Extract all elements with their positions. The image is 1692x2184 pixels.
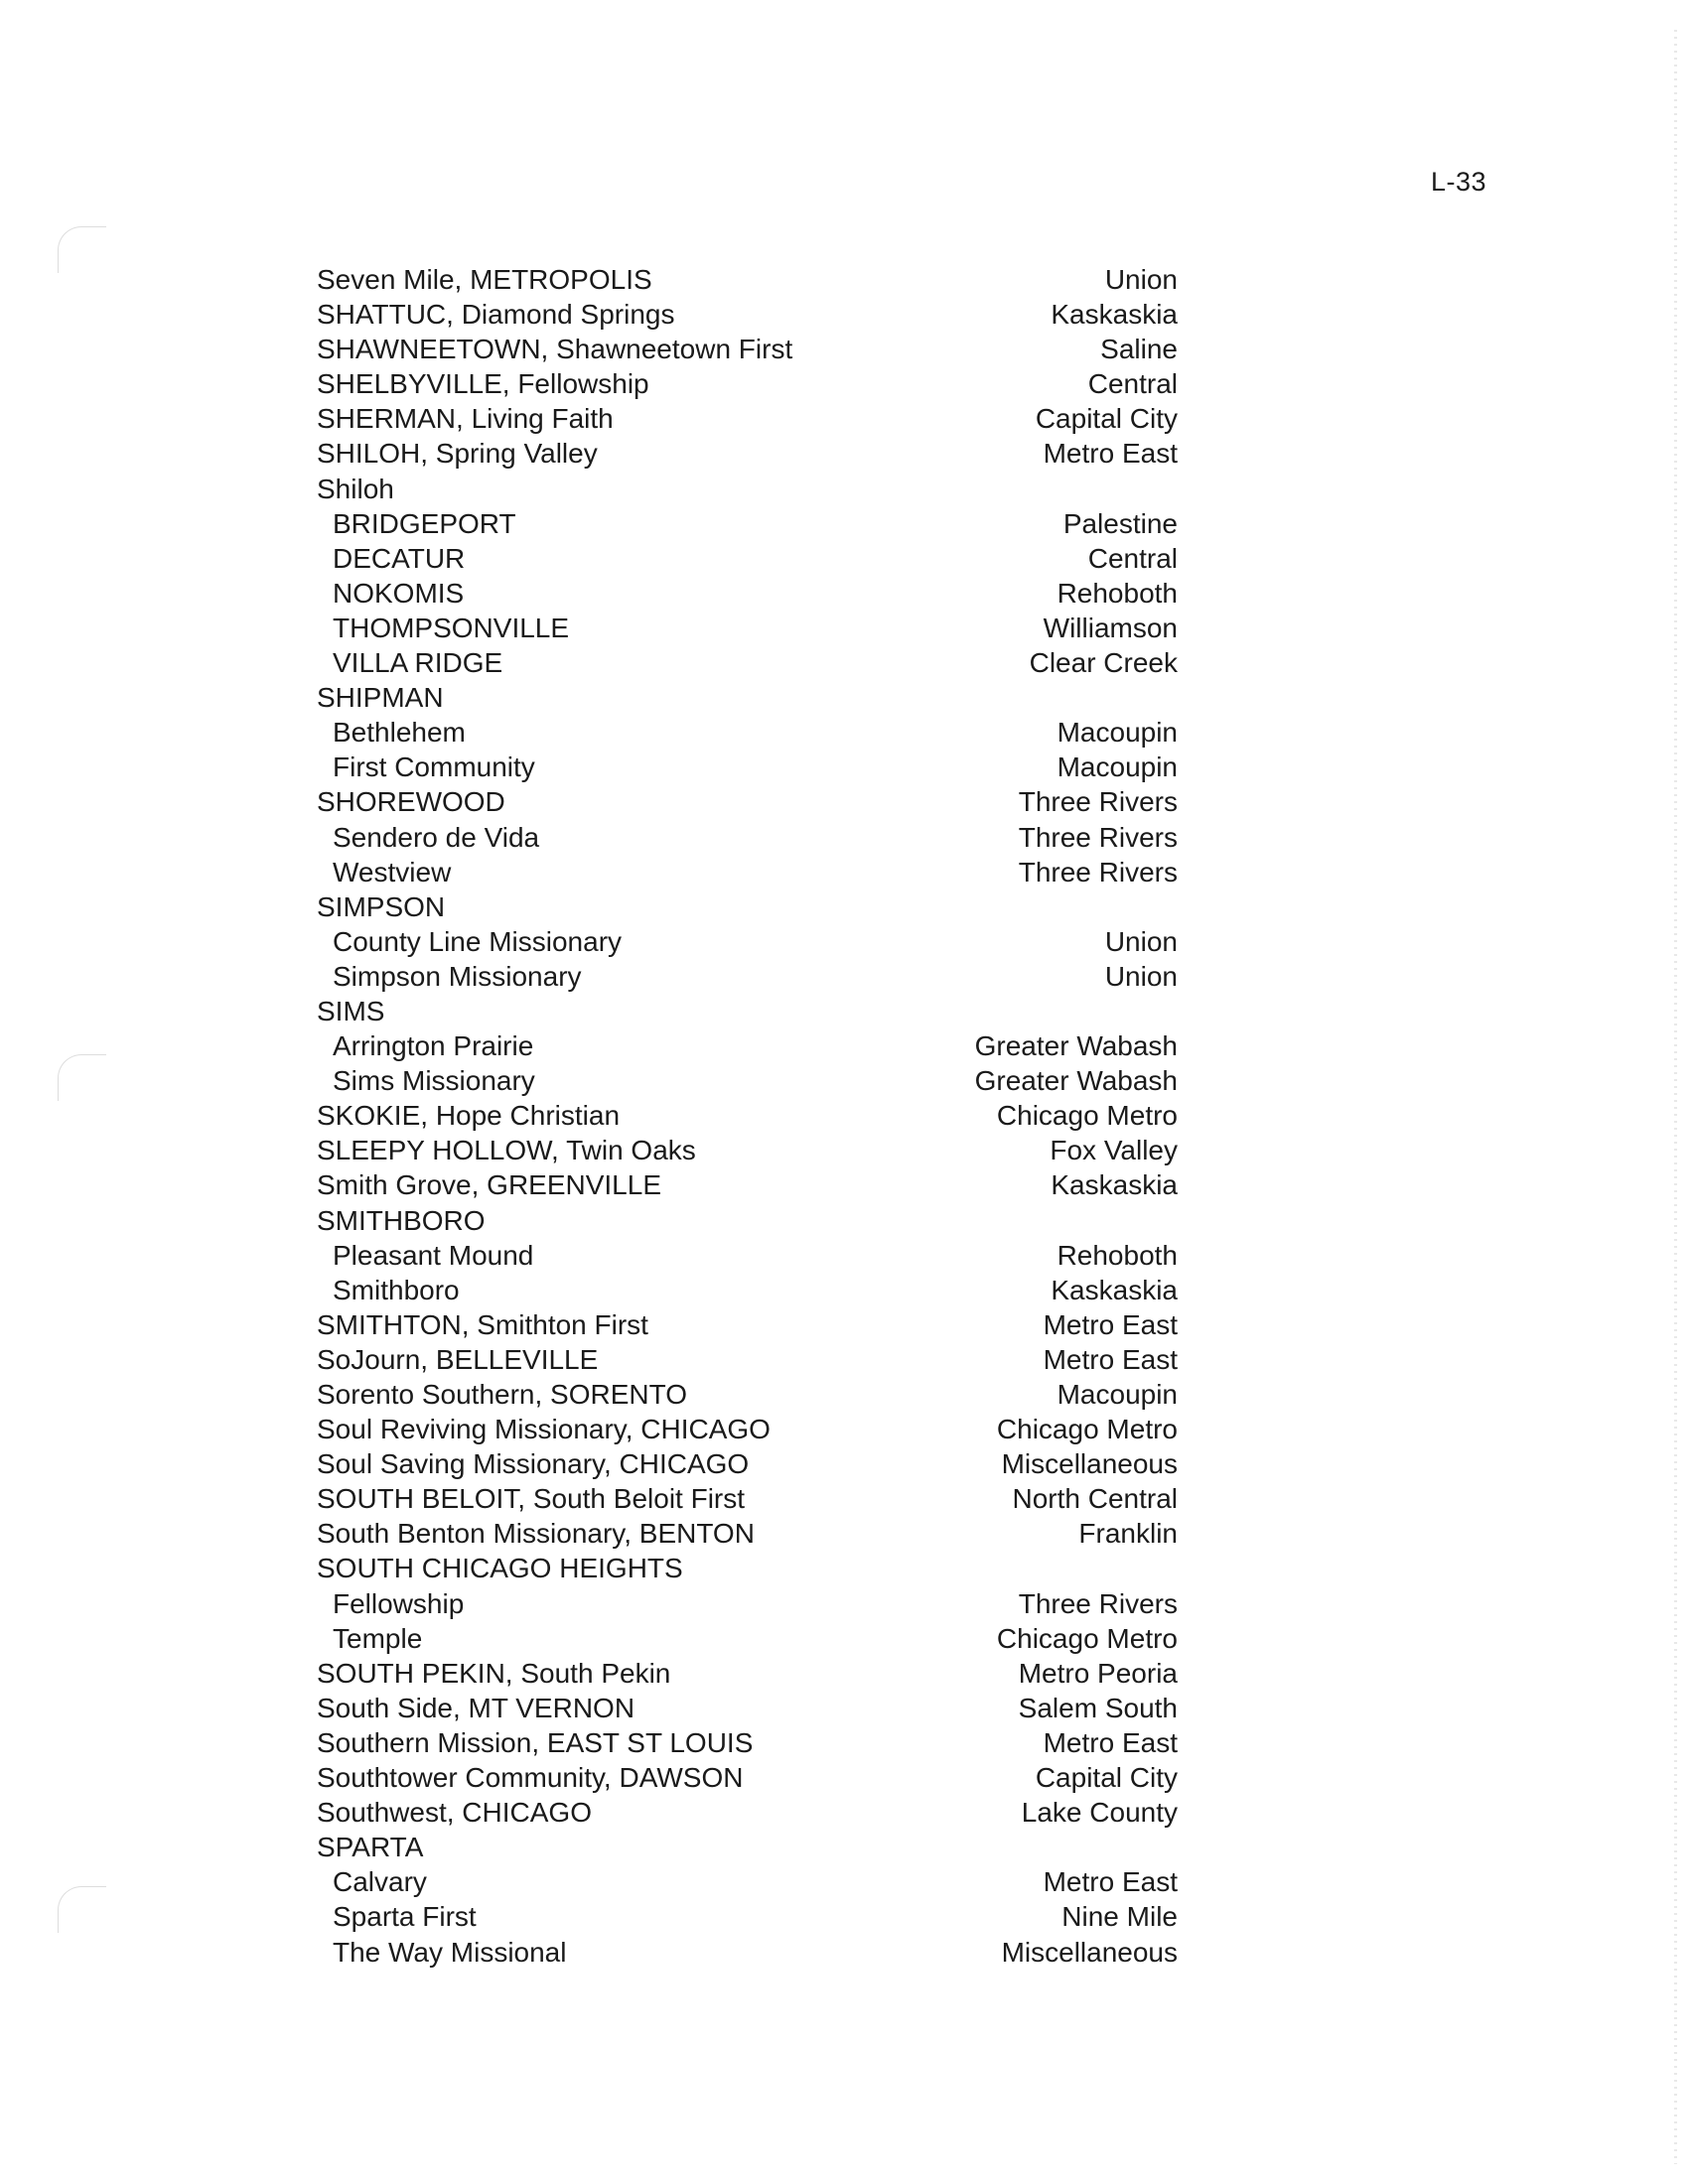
church-name: SHERMAN, Living Faith [317, 403, 614, 435]
church-name: Sims Missionary [333, 1065, 535, 1097]
listing-entry-row [317, 401, 1178, 436]
listing-entry-row [317, 680, 1178, 715]
punch-hole-mark [58, 1054, 106, 1101]
church-name: SHAWNEETOWN, Shawneetown First [317, 334, 793, 365]
association-name: Metro Peoria [1018, 1657, 1178, 1689]
listing-entry-row [317, 1795, 1178, 1830]
association-name: Metro East [1043, 438, 1178, 470]
association-name: Kaskaskia [1051, 299, 1178, 331]
church-name: Smithboro [333, 1274, 460, 1305]
church-name: SHOREWOOD [317, 786, 505, 818]
church-name: SHATTUC, Diamond Springs [317, 299, 675, 331]
listing-subentry-row [317, 611, 1178, 645]
church-name: Soul Reviving Missionary, CHICAGO [317, 1414, 771, 1445]
association-name: Metro East [1043, 1866, 1178, 1898]
listing-subentry-row [317, 1899, 1178, 1934]
association-name: Chicago Metro [996, 1414, 1178, 1445]
listing-subentry-row [317, 715, 1178, 750]
association-name: North Central [1012, 1483, 1178, 1515]
church-name: Seven Mile, METROPOLIS [317, 264, 652, 295]
listing-subentry-row [317, 1935, 1178, 1970]
listing-subentry-row [317, 506, 1178, 541]
listing-subentry-row [317, 924, 1178, 959]
church-name: Southtower Community, DAWSON [317, 1762, 744, 1794]
listing-entry-row [317, 1203, 1178, 1238]
listing-entry-row [317, 1760, 1178, 1795]
church-name: Simpson Missionary [333, 960, 582, 992]
church-name: South Benton Missionary, BENTON [317, 1518, 755, 1550]
association-name: Metro East [1043, 1308, 1178, 1340]
listing-entry-row [317, 1481, 1178, 1516]
association-name: Miscellaneous [1001, 1448, 1178, 1480]
church-name: South Side, MT VERNON [317, 1692, 635, 1723]
association-name: Metro East [1043, 1726, 1178, 1758]
church-name: SHIPMAN [317, 682, 444, 714]
association-name: Rehoboth [1057, 1239, 1178, 1271]
association-name: Macoupin [1057, 717, 1178, 749]
church-name: Fellowship [333, 1587, 465, 1619]
association-name: Capital City [1035, 1762, 1178, 1794]
association-name: Kaskaskia [1051, 1169, 1178, 1201]
listing-subentry-row [317, 1864, 1178, 1899]
association-name: Lake County [1021, 1797, 1178, 1829]
church-name: County Line Missionary [333, 925, 623, 957]
church-name: SOUTH PEKIN, South Pekin [317, 1657, 671, 1689]
listing-entry-row [317, 1342, 1178, 1377]
church-name: Sorento Southern, SORENTO [317, 1379, 687, 1410]
church-name: NOKOMIS [333, 577, 465, 609]
listing-entry-row [317, 994, 1178, 1028]
listing-entry-row [317, 1412, 1178, 1446]
listing-subentry-row [317, 855, 1178, 889]
listing-entry-row [317, 332, 1178, 366]
association-name: Three Rivers [1018, 786, 1178, 818]
listing-subentry-row [317, 1273, 1178, 1307]
association-name: Chicago Metro [996, 1100, 1178, 1132]
association-name: Rehoboth [1057, 577, 1178, 609]
page-number: L-33 [1431, 167, 1487, 197]
church-name: SIMPSON [317, 890, 446, 922]
church-name: SOUTH CHICAGO HEIGHTS [317, 1553, 683, 1584]
listing-entry-row [317, 436, 1178, 471]
listing-subentry-row [317, 576, 1178, 611]
association-name: Greater Wabash [974, 1065, 1178, 1097]
church-name: Pleasant Mound [333, 1239, 534, 1271]
association-name: Macoupin [1057, 1379, 1178, 1410]
association-name: Chicago Metro [996, 1622, 1178, 1654]
association-name: Central [1087, 542, 1178, 574]
listing-subentry-row [317, 1586, 1178, 1621]
listing-subentry-row [317, 820, 1178, 855]
association-name: Union [1104, 925, 1178, 957]
church-name: SKOKIE, Hope Christian [317, 1100, 621, 1132]
listing-entry-row [317, 1307, 1178, 1342]
scan-edge-artifact [1674, 30, 1677, 2164]
listing-entry-row [317, 1551, 1178, 1585]
association-name: Saline [1100, 334, 1178, 365]
listing-entry-row [317, 1133, 1178, 1167]
church-name: Southwest, CHICAGO [317, 1797, 592, 1829]
association-name: Macoupin [1057, 751, 1178, 783]
listing-entry-row [317, 889, 1178, 924]
association-name: Three Rivers [1018, 821, 1178, 853]
punch-hole-mark [58, 1886, 106, 1933]
listing-subentry-row [317, 645, 1178, 680]
listing-entry-row [317, 472, 1178, 506]
listing-entry-row [317, 1725, 1178, 1760]
church-name: Smith Grove, GREENVILLE [317, 1169, 662, 1201]
church-name: Sparta First [333, 1901, 477, 1933]
church-name: DECATUR [333, 542, 466, 574]
listing-entry-row [317, 1167, 1178, 1202]
church-name: Bethlehem [333, 717, 466, 749]
church-name: The Way Missional [333, 1936, 567, 1968]
church-name: First Community [333, 751, 535, 783]
association-name: Capital City [1035, 403, 1178, 435]
church-name: Westview [333, 856, 452, 887]
listing-subentry-row [317, 1063, 1178, 1098]
punch-hole-mark [58, 226, 106, 273]
listing-entry-row [317, 262, 1178, 297]
association-name: Central [1087, 368, 1178, 400]
church-name: SLEEPY HOLLOW, Twin Oaks [317, 1135, 696, 1166]
church-name: SPARTA [317, 1832, 424, 1863]
listing-entry-row [317, 1516, 1178, 1551]
association-name: Fox Valley [1050, 1135, 1178, 1166]
association-name: Nine Mile [1061, 1901, 1178, 1933]
association-name: Three Rivers [1018, 856, 1178, 887]
association-name: Metro East [1043, 1343, 1178, 1375]
listing-subentry-row [317, 750, 1178, 784]
church-name: Arrington Prairie [333, 1030, 534, 1062]
church-name: SMITHBORO [317, 1204, 486, 1236]
listing-subentry-row [317, 1028, 1178, 1063]
association-name: Miscellaneous [1001, 1936, 1178, 1968]
church-name: Temple [333, 1622, 423, 1654]
listing-entry-row [317, 784, 1178, 819]
association-name: Three Rivers [1018, 1587, 1178, 1619]
listing-entry-row [317, 1098, 1178, 1133]
association-name: Clear Creek [1029, 647, 1178, 679]
association-name: Union [1104, 960, 1178, 992]
listing-entry-row [317, 297, 1178, 332]
listing-subentry-row [317, 541, 1178, 576]
church-name: BRIDGEPORT [333, 507, 516, 539]
listing-subentry-row [317, 1238, 1178, 1273]
association-name: Kaskaskia [1051, 1274, 1178, 1305]
association-name: Palestine [1062, 507, 1178, 539]
church-name: SOUTH BELOIT, South Beloit First [317, 1483, 746, 1515]
association-name: Greater Wabash [974, 1030, 1178, 1062]
association-name: Union [1104, 264, 1178, 295]
listing-entry-row [317, 1446, 1178, 1481]
listing-entry-row [317, 366, 1178, 401]
listing-subentry-row [317, 1621, 1178, 1656]
church-name: SHELBYVILLE, Fellowship [317, 368, 649, 400]
church-name: Sendero de Vida [333, 821, 540, 853]
church-name: THOMPSONVILLE [333, 612, 570, 643]
association-name: Franklin [1078, 1518, 1178, 1550]
church-association-listing [317, 262, 1178, 1970]
listing-entry-row [317, 1691, 1178, 1725]
listing-entry-row [317, 1377, 1178, 1412]
association-name: Salem South [1018, 1692, 1178, 1723]
church-name: SoJourn, BELLEVILLE [317, 1343, 599, 1375]
church-name: SMITHTON, Smithton First [317, 1308, 648, 1340]
listing-entry-row [317, 1656, 1178, 1691]
association-name: Williamson [1043, 612, 1178, 643]
church-name: Shiloh [317, 473, 394, 504]
church-name: Calvary [333, 1866, 427, 1898]
church-name: VILLA RIDGE [333, 647, 503, 679]
church-name: Southern Mission, EAST ST LOUIS [317, 1726, 754, 1758]
church-name: Soul Saving Missionary, CHICAGO [317, 1448, 750, 1480]
listing-subentry-row [317, 959, 1178, 994]
church-name: SIMS [317, 995, 385, 1026]
listing-entry-row [317, 1830, 1178, 1864]
church-name: SHILOH, Spring Valley [317, 438, 598, 470]
